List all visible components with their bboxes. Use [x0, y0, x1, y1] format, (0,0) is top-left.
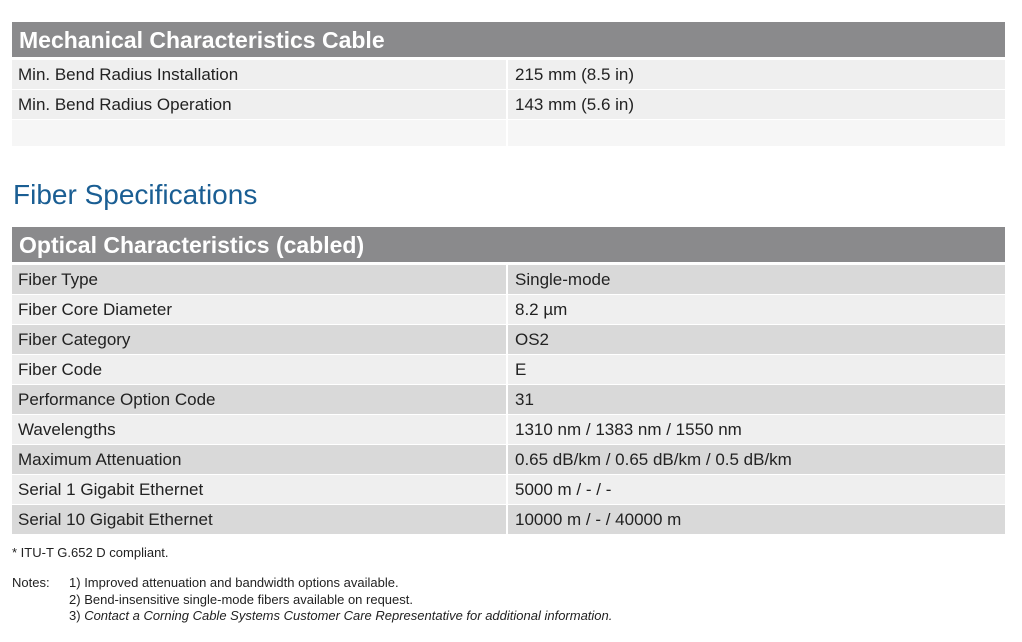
- table-row: [12, 265, 1005, 295]
- row-value: 1310 nm / 1383 nm / 1550 nm: [515, 420, 742, 439]
- row-value: Single-mode: [515, 270, 611, 289]
- row-label: Wavelengths: [12, 415, 508, 444]
- row-value: E: [515, 360, 527, 379]
- note-number: 1): [69, 575, 81, 590]
- table-row: [12, 325, 1005, 355]
- table-row: [12, 475, 1005, 505]
- row-value: 0.65 dB/km / 0.65 dB/km / 0.5 dB/km: [515, 450, 792, 469]
- row-value: 10000 m / - / 40000 m: [515, 510, 682, 529]
- row-value: OS2: [515, 330, 550, 349]
- section-title: Fiber Specifications: [13, 179, 258, 210]
- note-item: [69, 608, 612, 625]
- row-value: 215 mm (8.5 in): [515, 65, 635, 84]
- note-item: [69, 575, 612, 592]
- row-label: Serial 1 Gigabit Ethernet: [12, 475, 508, 504]
- row-label: Min. Bend Radius Operation: [12, 90, 508, 119]
- table-row: [12, 295, 1005, 325]
- row-label: Fiber Type: [12, 265, 508, 294]
- notes-label: Notes:: [12, 575, 50, 590]
- row-label: Fiber Core Diameter: [12, 295, 508, 324]
- row-label: Min. Bend Radius Installation: [12, 60, 508, 89]
- row-value-empty: [508, 120, 1005, 146]
- table-row-empty: [12, 120, 1005, 147]
- table-row: [12, 445, 1005, 475]
- note-text: Contact a Corning Cable Systems Customer Care Representative for additional information.: [84, 608, 613, 623]
- row-value: 143 mm (5.6 in): [515, 95, 635, 114]
- table-row: [12, 415, 1005, 445]
- table-row: [12, 90, 1005, 120]
- optical-table: [12, 265, 1005, 535]
- row-label: Performance Option Code: [12, 385, 508, 414]
- row-label: Fiber Category: [12, 325, 508, 354]
- note-number: 2): [69, 591, 81, 607]
- row-value: 8.2 µm: [515, 300, 568, 319]
- row-value: 5000 m / - / -: [515, 480, 612, 499]
- notes-list: [69, 575, 612, 625]
- row-label-empty: [12, 120, 508, 146]
- footnote: * ITU-T G.652 D compliant.: [12, 545, 169, 560]
- row-label: Fiber Code: [12, 355, 508, 384]
- mechanical-table: [12, 60, 1005, 147]
- table-row: [12, 385, 1005, 415]
- table-row: [12, 355, 1005, 385]
- row-label: Serial 10 Gigabit Ethernet: [12, 505, 508, 534]
- optical-header: Optical Characteristics (cabled): [12, 227, 1005, 264]
- table-row: [12, 60, 1005, 90]
- row-value: 31: [515, 390, 534, 409]
- note-number: 3): [69, 608, 81, 623]
- row-label: Maximum Attenuation: [12, 445, 508, 474]
- note-item: [69, 592, 612, 609]
- note-text: Bend-insensitive single-mode fibers available on request.: [84, 591, 413, 607]
- mechanical-header: Mechanical Characteristics Cable: [12, 22, 1005, 59]
- table-row: [12, 505, 1005, 535]
- note-text: Improved attenuation and bandwidth options available.: [84, 575, 399, 590]
